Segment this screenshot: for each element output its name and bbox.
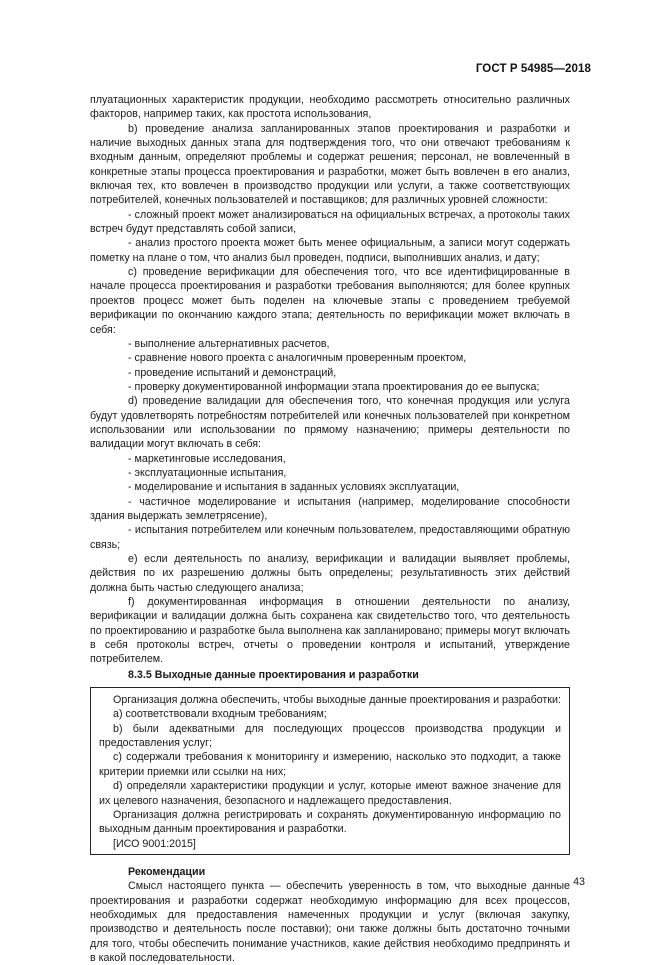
page-body bbox=[90, 93, 570, 965]
dash-mark: - bbox=[128, 524, 132, 537]
dash-item-text: испытания потребителем или конечным пользователем, предоставляющими обратную связь; bbox=[90, 524, 570, 551]
quote-intro: Организация должна обеспечить, чтобы выходные данные проектирования и разработки: bbox=[113, 694, 561, 707]
dash-mark: - bbox=[128, 208, 132, 221]
dash-item bbox=[90, 452, 570, 466]
dash-item-text: маркетинговые исследования, bbox=[134, 452, 286, 465]
quote-item-a: a) соответствовали входным требованиям; bbox=[113, 708, 327, 721]
dash-item bbox=[90, 466, 570, 480]
list-item-f: f) документированная информация в отношении деятельности по анализу, верификации и валидации должна быть сохранена как свидетельство того, что деятельность по проектированию и разработке была выполнена как запланировано; примеры могут включать в себя протоколы встреч, отчеты о проведении контроля и испытаний, утверждение потребителем. bbox=[90, 596, 570, 666]
dash-item bbox=[90, 351, 570, 365]
dash-item bbox=[90, 523, 570, 552]
dash-item bbox=[90, 380, 570, 394]
dash-mark: - bbox=[128, 481, 132, 494]
dash-mark: - bbox=[128, 380, 132, 393]
dash-mark: - bbox=[128, 466, 132, 479]
dash-mark: - bbox=[128, 237, 132, 250]
list-item-e: e) если деятельность по анализу, верификации и валидации выявляет проблемы, действия по их разрешению должны быть определены; результативность этих действий должна быть частью следующего анализа; bbox=[90, 553, 570, 594]
dash-item-text: частичное моделирование и испытания (например, моделирование способности здания выдержать землетрясение), bbox=[90, 495, 570, 522]
document-id-header: ГОСТ Р 54985—2018 bbox=[475, 63, 591, 75]
list-item-d: d) проведение валидации для обеспечения того, что конечная продукция или услуга будут удовлетворять потребностям потребителей или конечных пользователей при конкретном использовании или использовании по прямому назначению; примеры деятельности по валидации могут включать в себя: bbox=[90, 395, 570, 451]
quote-reference: [ИСО 9001:2015] bbox=[113, 837, 196, 850]
dash-item-text: проведение испытаний и демонстраций, bbox=[134, 366, 337, 379]
dash-item-text: моделирование и испытания в заданных условиях эксплуатации, bbox=[134, 481, 460, 494]
dash-item-text: сравнение нового проекта с аналогичным проверенным проектом, bbox=[134, 352, 467, 365]
dash-item-text: проверку документированной информации этапа проектирования до ее выпуска; bbox=[134, 380, 540, 393]
dash-mark: - bbox=[128, 366, 132, 379]
dash-item bbox=[90, 236, 570, 265]
dash-mark: - bbox=[128, 452, 132, 465]
list-item-c: c) проведение верификации для обеспечения того, что все идентифицированные в начале процесса проектирования и разработки требования выполняются; для более крупных проектов процесс может быть поделен на ключевые этапы с проведением требуемой верификации по окончанию каждого этапа; деятельность по верификации может включать в себя: bbox=[90, 266, 570, 336]
dash-mark: - bbox=[128, 495, 132, 508]
recommendations-title: Рекомендации bbox=[128, 865, 206, 878]
dash-item bbox=[90, 208, 570, 237]
paragraph-continuation: плуатационных характеристик продукции, необходимо рассмотреть относительно различных факторов, например таких, как простота использования, bbox=[90, 94, 570, 121]
section-title: 8.3.5 Выходные данные проектирования и разработки bbox=[128, 668, 419, 681]
standard-quote-box bbox=[90, 687, 570, 855]
quote-retain: Организация должна регистрировать и сохранять документированную информацию по выходным данным проектирования и разработки. bbox=[99, 808, 561, 836]
quote-item-c: c) содержали требования к мониторингу и измерению, насколько это подходит, а также критерии приемки или ссылки на них; bbox=[99, 751, 561, 778]
dash-item bbox=[90, 366, 570, 380]
page-number: 43 bbox=[573, 876, 585, 888]
recommendations-text: Смысл настоящего пункта — обеспечить уверенность в том, что выходные данные проектирования и разработки содержат необходимую информацию для всех процессов, необходимых для предоставления намеченных продукции и услуг (включая закупку, производство и деятельность после поставки); они также должны быть достаточно точными для того, чтобы обеспечить понимание участников, какие действия необходимо предпринять и в какой последовательности. bbox=[90, 880, 570, 964]
list-item-b: b) проведение анализа запланированных этапов проектирования и разработки и наличие выходных данных этапа для подтверждения того, что они отвечают требованиям к входным данным, определяют проблемы и содержат решения; персонал, не вовлеченный в конкретные этапы процесса проектирования и разработки, может быть вовлечен в его анализ, включая тех, кто вовлечен в производство продукции или услуги, а также соответствующих потребителей, конечных пользователей и поставщиков; для различных уровней сложности: bbox=[90, 122, 570, 207]
dash-item-text: эксплуатационные испытания, bbox=[134, 466, 287, 479]
dash-mark: - bbox=[128, 352, 132, 365]
dash-item bbox=[90, 495, 570, 524]
dash-item-text: анализ простого проекта может быть менее официальным, а записи могут содержать пометку на плане о том, что анализ был проведен, подписи, выполнивших анализ, и дату; bbox=[90, 237, 570, 264]
dash-item-text: выполнение альтернативных расчетов, bbox=[134, 337, 330, 350]
dash-mark: - bbox=[128, 337, 132, 350]
dash-item-text: сложный проект может анализироваться на официальных встречах, а протоколы таких встреч будут представлять собой записи, bbox=[90, 208, 570, 236]
dash-item bbox=[90, 337, 570, 351]
quote-item-d: d) определяли характеристики продукции и услуг, которые имеют важное значение для их целевого назначения, безопасного и надлежащего предоставления. bbox=[99, 780, 561, 807]
dash-item bbox=[90, 480, 570, 494]
quote-item-b: b) были адекватными для последующих процессов производства продукции и предоставления услуг; bbox=[99, 722, 561, 750]
